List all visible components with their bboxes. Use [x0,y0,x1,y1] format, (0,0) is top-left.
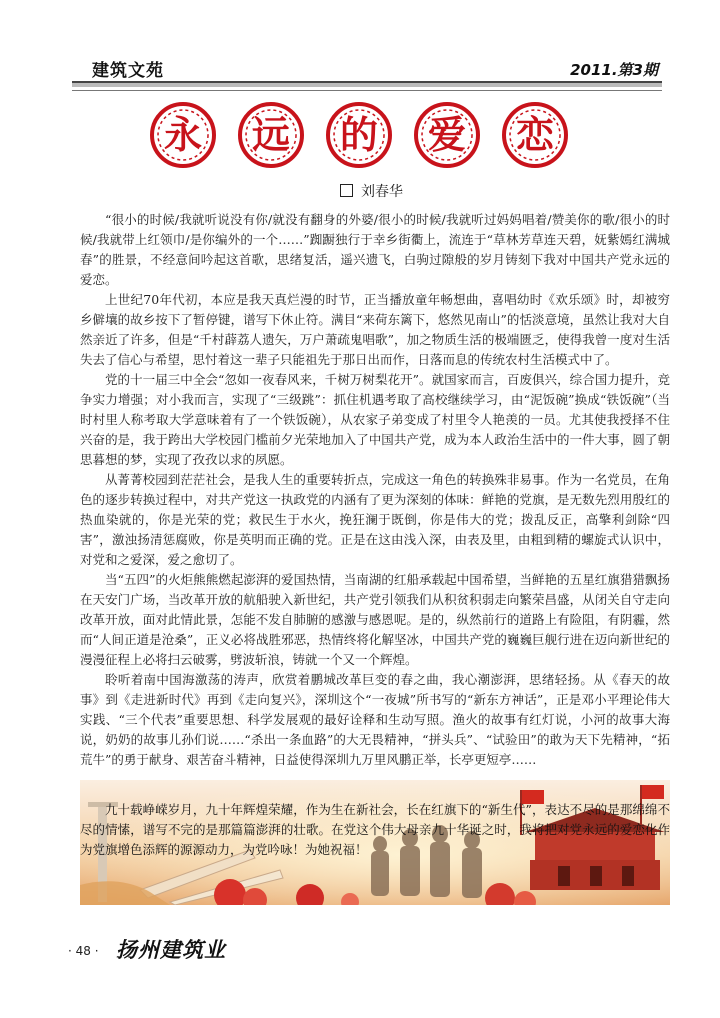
article-title [148,100,568,172]
issue-number: 2011.第3期 [570,61,658,79]
title-char: 的 [339,112,378,157]
paragraph: 党的十一届三中全会“忽如一夜春风来，千树万树梨花开”。就国家而言，百废俱兴，综合国力提升，竞争实力增强；对小我而言，实现了“三级跳”：抓住机遇考取了高校继续学习，由“泥饭碗”换成“铁饭碗”（当时村里人称考取大学意味着有了一个铁饭碗），从农家子弟变成了村里令人艳羡的一员。尤其使我授择不住兴奋的是，我于跨出大学校园门槛前夕光荣地加入了中国共产党，成为本人政治生活中的一件大事，圆了朝思暮想的梦，实现了孜孜以求的夙愿。 [80,372,670,467]
header-rule [72,81,662,87]
paragraph: 从菁菁校园到茫茫社会，是我人生的重要转折点，完成这一角色的转换殊非易事。作为一名党员，在角色的逐步转换过程中，对共产党这一执政党的内涵有了更为深刻的体味：鲜艳的党旗，是无数先烈用殷红的热血染就的，你是光荣的党；救民生于水火，挽狂澜于既倒，你是伟大的党；拨乱反正，高擎利剑除“四害”，激浊扬清惩腐败，你是英明而正确的党。正是在这由浅入深，由表及里，由粗到精的螺旋式认识中，对党和之爱深，爱之愈切了。 [80,472,670,567]
title-seal [412,100,482,170]
page-number: · 48 · [68,944,99,958]
title-seal [148,100,218,170]
title-char: 远 [251,112,290,157]
closing-paragraph [80,800,670,860]
author-name: 刘春华 [361,184,403,200]
header-rule-thin [72,90,662,91]
paragraph: 当“五四”的火炬熊熊燃起澎湃的爱国热情，当南湖的红船承载起中国希望，当鲜艳的五星红旗猎猎飘扬在天安门广场，当改革开放的航船驶入新世纪，共产党引领我们从积贫积弱走向繁荣昌盛，从闭关自守走向改革开放，面对此情此景，怎能不发自肺腑的感激与感恩呢。是的，纵然前行的道路上有险阻，有阴霾，然而“人间正道是沧桑”，正义必将战胜邪恶，热情终将化解坚冰，中国共产党的巍巍巨舰行进在迈向新世纪的漫漫征程上必将扫云破雾，劈波斩浪，铸就一个又一个辉煌。 [80,572,670,667]
page-header [0,0,720,95]
title-seal [500,100,570,170]
article-body [80,210,670,770]
publication-brand: 扬州建筑业 [116,937,226,962]
square-icon [340,184,353,197]
paragraph: 九十载峥嵘岁月，九十年辉煌荣耀，作为生在新社会，长在红旗下的“新生代”，表达不尽的是那绵绵不尽的情愫，谱写不完的是那篇篇澎湃的壮歌。在党这个伟大母亲九十华诞之时，我将把对党永远的爱恋化作为党旗增色添辉的源源动力，为党吟咏！为她祝福！ [80,802,670,857]
column-name: 建筑文苑 [92,61,164,81]
title-char: 爱 [427,112,466,157]
paragraph: 聆听着南中国海激荡的涛声，欣赏着鹏城改革巨变的春之曲，我心潮澎湃，思绪轻扬。从《春天的故事》到《走进新时代》再到《走向复兴》，深圳这个“一夜城”所书写的“新东方神话”，正是邓小平理论伟大实践、“三个代表”重要思想、科学发展观的最好诠释和生动写照。渔火的故事有红灯说，小河的故事大海说，奶奶的故事儿孙们说……“杀出一条血路”的大无畏精神，“拼头兵”、“试验田”的敢为天下先精神，“拓荒牛”的勇于献身、艰苦奋斗精神，日益使得深圳九万里风鹏正举，长亭更短亭…… [80,672,670,767]
paragraph: “很小的时候/我就听说没有你/就没有翻身的外婆/很小的时候/我就听过妈妈唱着/赞美你的歌/很小的时候/我就带上红领巾/是你编外的一个……”踟蹰独行于幸乡街衢上，流连于“草林芳草连天碧，妩紫嫣红满城春”的胜景，不经意间吟起这首歌，思绪复活，遥兴遗飞，白驹过隙般的岁月铸刻下我对中国共产党永远的爱恋。 [80,212,670,287]
paragraph: 上世纪70年代初，本应是我天真烂漫的时节，正当播放童年畅想曲，喜唱幼时《欢乐颂》时，却被穷乡僻壤的故乡按下了暂停键，谱写下休止符。满目“来荷东篱下，悠然见南山”的恬淡意境，虽然让我对大自然亲近了许多，但是“千村薜荔人遗矢，万户萧疏鬼唱歌”，加之物质生活的极端匮乏，使得我曾一度对生活失去了信心与希望，思忖着这一辈子只能祖先于那日出而作，日落而息的传统农村生活模式中了。 [80,292,670,367]
title-seal [324,100,394,170]
title-char: 永 [163,112,202,157]
title-seal [236,100,306,170]
author-line [340,181,403,199]
title-char: 恋 [515,112,554,157]
